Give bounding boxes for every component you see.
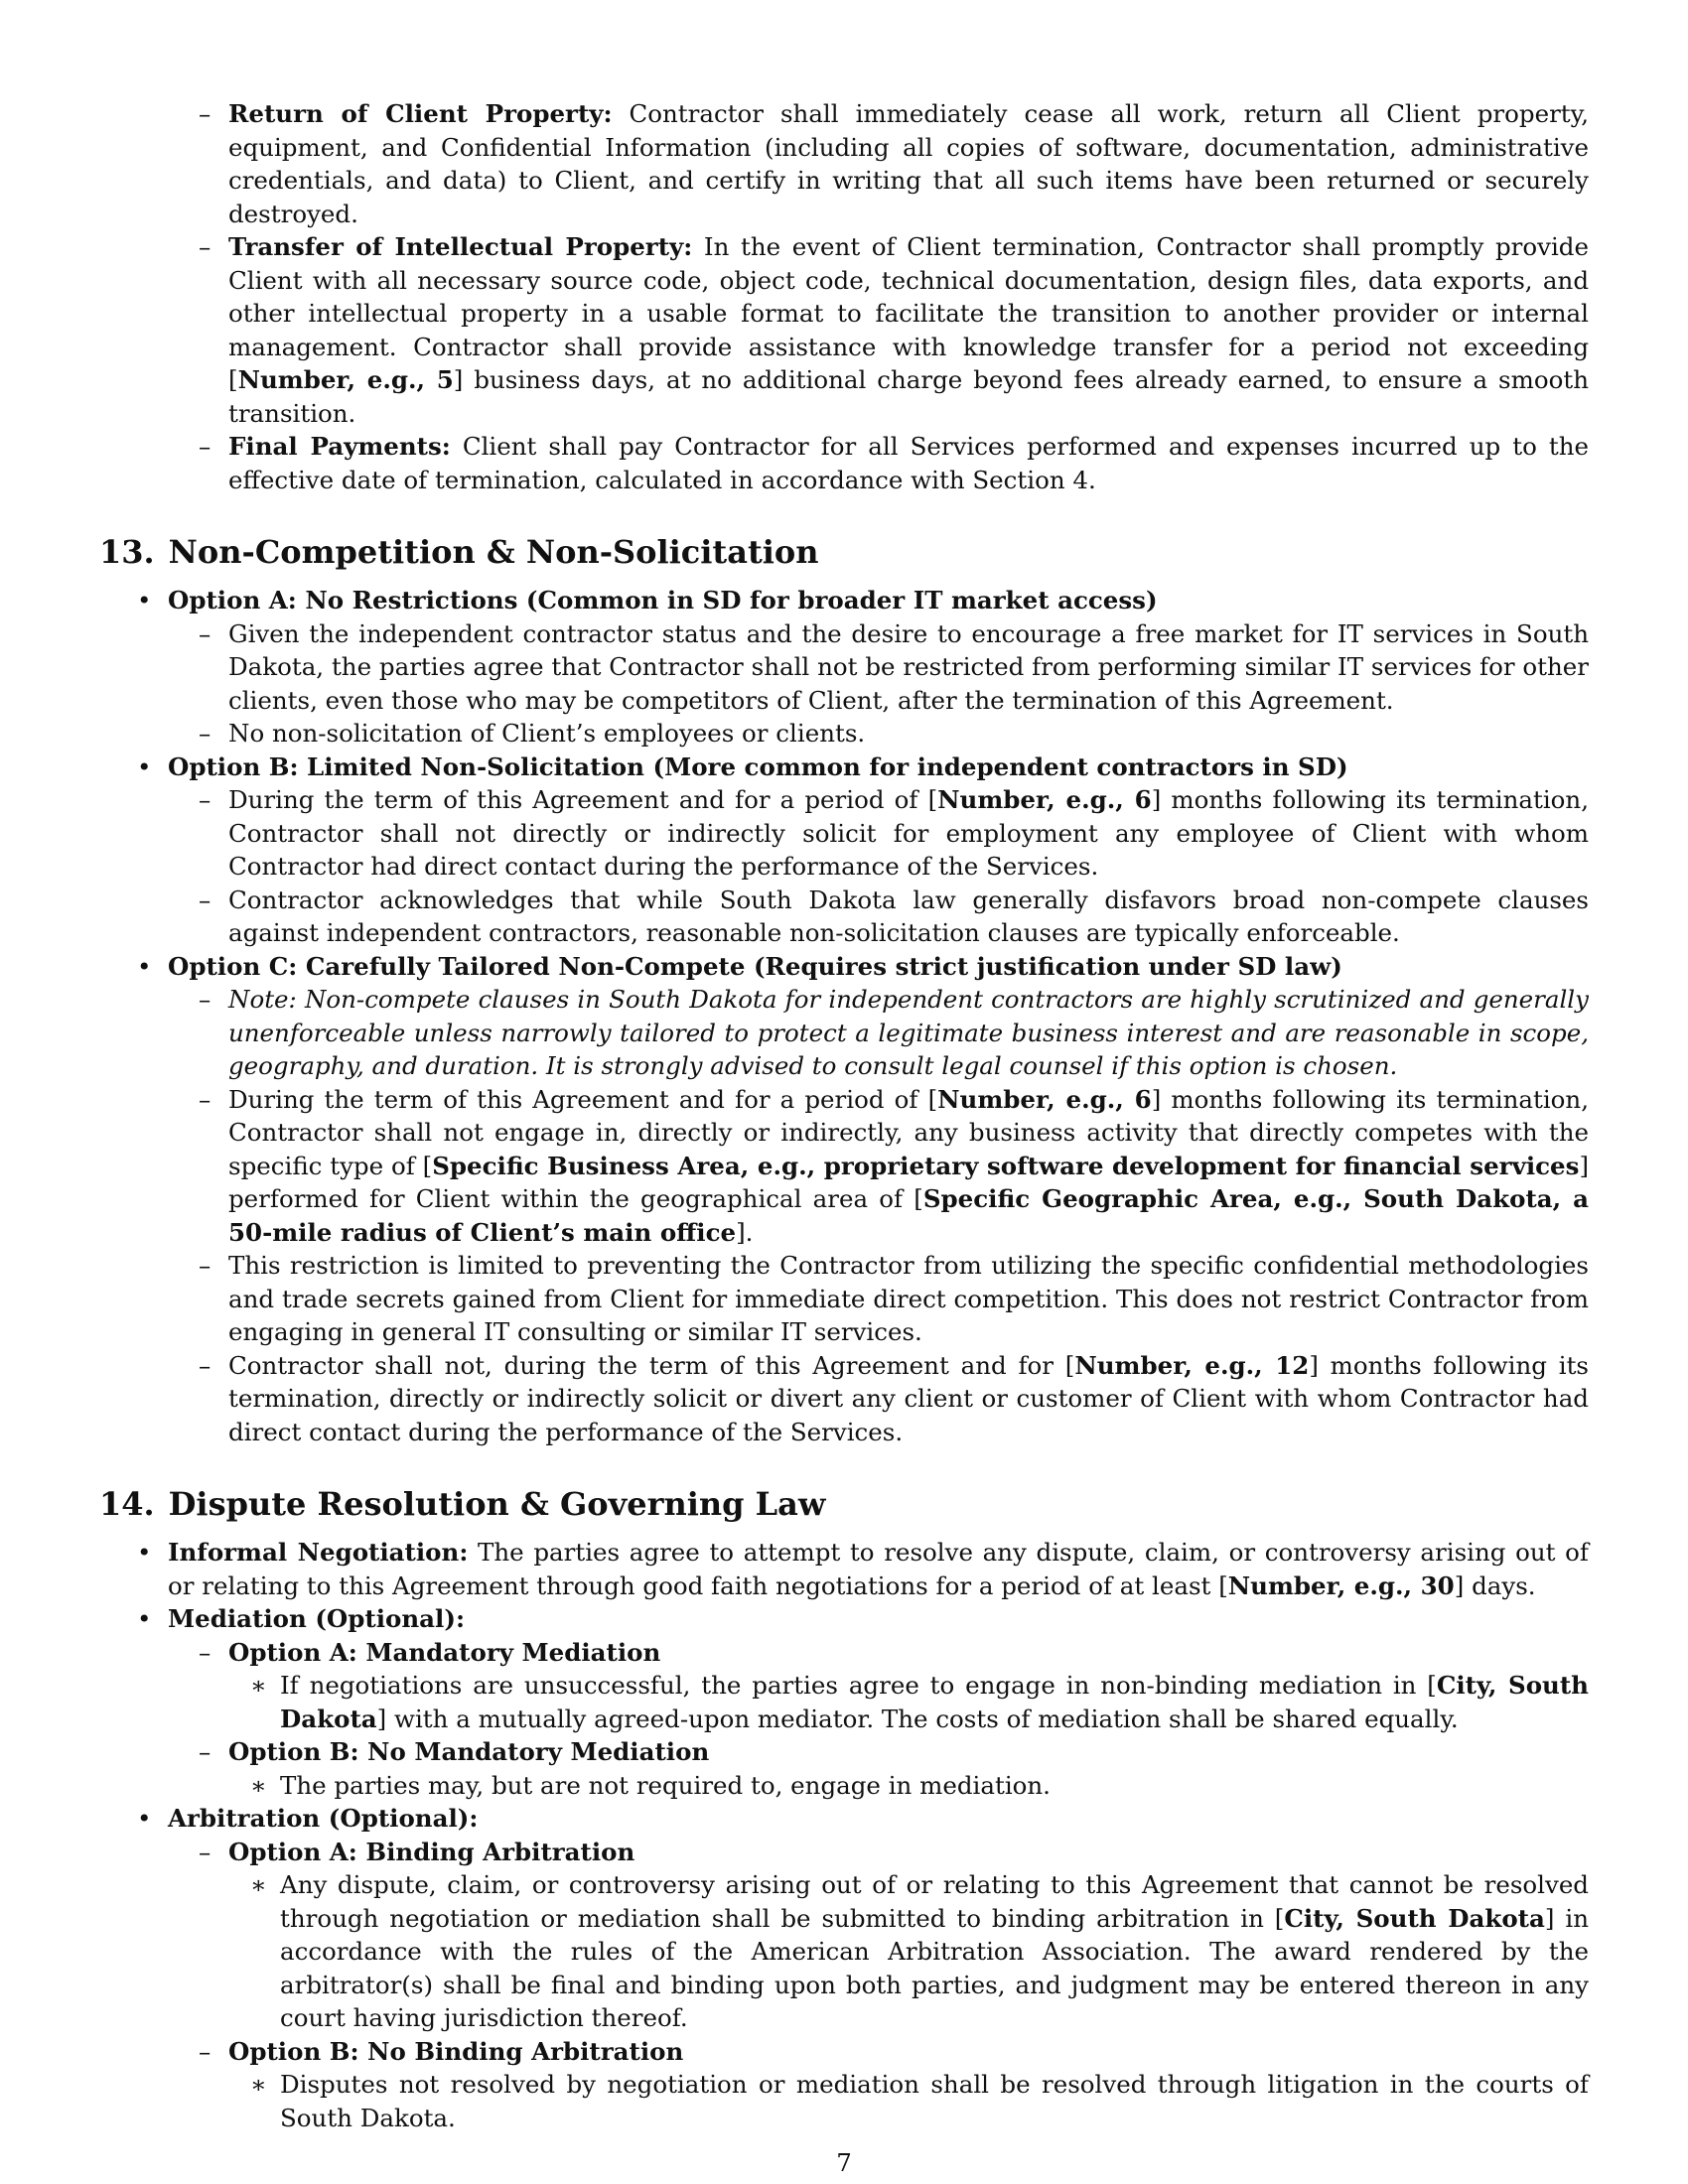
item-text: During the term of this Agreement and for a period of [: [228, 1084, 938, 1114]
list-item: [99, 1836, 1589, 1869]
dash-marker: –: [199, 1251, 211, 1280]
placeholder-field: Specific Geographic Area, e.g., South Dakota, a 50-mile radius of Client’s main office: [228, 1184, 1589, 1247]
item-text: If negotiations are unsuccessful, the parties agree to engage in non-binding mediation in [: [280, 1671, 1437, 1700]
dash-marker: –: [199, 1084, 211, 1114]
dash-marker: –: [199, 432, 211, 461]
dash-marker: –: [199, 1637, 211, 1667]
list-item: [99, 884, 1589, 950]
list-item: [99, 1868, 1589, 2035]
item-label: Transfer of Intellectual Property:: [228, 232, 693, 261]
bullet-marker: •: [137, 1604, 152, 1633]
list-item: [99, 1083, 1589, 1250]
bullet-marker: •: [137, 1804, 152, 1833]
section-number: 14.: [99, 1485, 155, 1523]
item-text: Contractor acknowledges that while South Dakota law generally disfavors broad non-compete clauses against independent contractors, reasonable non-solicitation clauses are typically enforceable.: [228, 885, 1589, 947]
dash-marker: –: [199, 785, 211, 814]
item-text: ] with a mutually agreed-upon mediator. The costs of mediation shall be shared equally.: [376, 1704, 1459, 1733]
option-label: Option C: Carefully Tailored Non-Compete (Requires strict justification under SD law): [168, 951, 1342, 981]
option-label: Option B: Limited Non-Solicitation (More common for independent contractors in SD): [168, 751, 1348, 781]
section-heading-14: [99, 1484, 1589, 1524]
item-text: Client shall pay Contractor for all Services performed and expenses incurred up to the effective date of termination, calculated in accordance with Section 4.: [228, 432, 1589, 494]
dash-marker: –: [199, 2036, 211, 2066]
list-item-informal-negotiation: [99, 1536, 1589, 1602]
dash-marker: –: [199, 1350, 211, 1380]
bullet-marker: •: [137, 586, 152, 614]
bullet-marker: •: [137, 951, 152, 981]
item-text: ] in accordance with the rules of the American Arbitration Association. The award rendered by the arbitrator(s) shall be final and binding upon both parties, and judgment may be entered thereon in any court having jurisdiction thereof.: [280, 1903, 1589, 2032]
list-item-arbitration: [99, 1802, 1589, 1836]
list-item: [99, 617, 1589, 718]
section-number: 13.: [99, 533, 155, 571]
item-text: ] performed for Client within the geographical area of [: [228, 1151, 1589, 1213]
item-text: Contractor shall not, during the term of this Agreement and for [: [228, 1350, 1075, 1380]
item-text: The parties agree to attempt to resolve any dispute, claim, or controversy arising out of or relating to this Agreement through good faith negotiations for a period of at least [: [168, 1538, 1589, 1600]
list-item: [99, 2035, 1589, 2069]
placeholder-field: Number, e.g., 6: [937, 785, 1152, 814]
bullet-marker: •: [137, 1538, 152, 1567]
list-item: [99, 1249, 1589, 1349]
item-text: No non-solicitation of Client’s employees or clients.: [228, 719, 866, 748]
item-text: ] days.: [1454, 1570, 1536, 1600]
list-item: [99, 1769, 1589, 1803]
item-label: Return of Client Property:: [228, 99, 613, 128]
item-text: This restriction is limited to preventing the Contractor from utilizing the specific confidential methodologies and trade secrets gained from Client for immediate direct competition. This does not restrict Contractor from engaging in general IT consulting or similar IT services.: [228, 1251, 1589, 1346]
list-item-transfer-ip: [99, 230, 1589, 430]
option-label: Option B: No Mandatory Mediation: [228, 1737, 710, 1766]
placeholder-field: Specific Business Area, e.g., proprietary software development for financial services: [432, 1151, 1580, 1180]
item-label: Arbitration (Optional):: [168, 1804, 479, 1833]
dash-marker: –: [199, 985, 211, 1014]
dash-marker: –: [199, 618, 211, 648]
list-item: [99, 1669, 1589, 1735]
item-text: ] months following its termination, directly or indirectly solicit or divert any client or customer of Client with whom Contractor had direct contact during the performance of the Services.: [228, 1350, 1589, 1446]
option-label: Option A: Mandatory Mediation: [228, 1637, 661, 1667]
section-heading-13: [99, 532, 1589, 572]
item-text: Any dispute, claim, or controversy arising out of or relating to this Agreement that cannot be resolved through negotiation or mediation shall be submitted to binding arbitration in [: [280, 1870, 1589, 1933]
option-label: Option B: No Binding Arbitration: [228, 2036, 684, 2066]
list-item-mediation: [99, 1602, 1589, 1636]
option-label: Option A: No Restrictions (Common in SD for broader IT market access): [168, 586, 1158, 614]
dash-marker: –: [199, 719, 211, 748]
page-content: [99, 97, 1589, 2134]
star-marker: ∗: [250, 1770, 267, 1800]
placeholder-field: Number, e.g., 12: [1074, 1350, 1310, 1380]
list-item-option-b: [99, 751, 1589, 784]
list-item-option-a: [99, 584, 1589, 617]
section-title: Non-Competition & Non-Solicitation: [168, 533, 819, 571]
placeholder-field: City, South Dakota: [280, 1671, 1589, 1733]
item-label: Final Payments:: [228, 432, 451, 461]
star-marker: ∗: [250, 1870, 267, 1899]
list-item: [99, 783, 1589, 884]
item-text: Given the independent contractor status and the desire to encourage a free market for IT services in South Dakota, the parties agree that Contractor shall not be restricted from performing similar IT services for other clients, even those who may be competitors of Client, after the termination of this Agreement.: [228, 618, 1589, 715]
placeholder-field: Number, e.g., 30: [1227, 1570, 1455, 1600]
item-text: ] business days, at no additional charge beyond fees already earned, to ensure a smooth transition.: [228, 365, 1589, 428]
list-item: [99, 717, 1589, 751]
star-marker: ∗: [250, 1671, 267, 1700]
item-text: ].: [736, 1217, 754, 1247]
bullet-marker: •: [137, 751, 152, 781]
page-number: 7: [836, 2148, 852, 2177]
item-text: ] months following its termination, Contractor shall not engage in, directly or indirectly, any business activity that directly competes with the specific type of [: [228, 1084, 1589, 1180]
list-item-note: [99, 983, 1589, 1083]
item-text: During the term of this Agreement and for a period of [: [228, 785, 938, 814]
list-item-option-c: [99, 950, 1589, 984]
item-text: The parties may, but are not required to, engage in mediation.: [280, 1770, 1051, 1800]
dash-marker: –: [199, 99, 211, 128]
placeholder-field: City, South Dakota: [1284, 1903, 1545, 1933]
dash-marker: –: [199, 1837, 211, 1866]
star-marker: ∗: [250, 2070, 267, 2099]
list-item-return-property: [99, 97, 1589, 230]
list-item-final-payments: [99, 430, 1589, 496]
placeholder-field: Number, e.g., 6: [937, 1084, 1152, 1114]
item-text: In the event of Client termination, Contractor shall promptly provide Client with all necessary source code, object code, technical documentation, design files, data exports, and other intellectual property in a usable format to facilitate the transition to another provider or internal management. Contractor shall provide assistance with knowledge transfer for a period not exceeding [: [228, 232, 1589, 394]
item-text: ] months following its termination, Contractor shall not directly or indirectly solicit for employment any employee of Client with whom Contractor had direct contact during the performance of the Services.: [228, 785, 1589, 881]
dash-marker: –: [199, 232, 211, 261]
dash-marker: –: [199, 885, 211, 914]
item-label: Informal Negotiation:: [168, 1538, 469, 1567]
item-text: Contractor shall immediately cease all work, return all Client property, equipment, and Confidential Information (including all copies of software, documentation, administrative credentials, and data) to Client, and certify in writing that all such items have been returned or securely destroyed.: [228, 99, 1589, 228]
item-label: Mediation (Optional):: [168, 1604, 465, 1633]
list-item: [99, 1636, 1589, 1670]
option-label: Option A: Binding Arbitration: [228, 1837, 635, 1866]
list-item: [99, 1349, 1589, 1449]
list-item: [99, 2068, 1589, 2134]
list-item: [99, 1735, 1589, 1769]
placeholder-field: Number, e.g., 5: [237, 365, 454, 394]
note-text: Note: Non-compete clauses in South Dakota for independent contractors are highly scrutinized and generally unenforceable unless narrowly tailored to protect a legitimate business interest and are reasonable in scope, geography, and duration. It is strongly advised to consult legal counsel if this option is chosen.: [228, 985, 1589, 1080]
item-text: Disputes not resolved by negotiation or mediation shall be resolved through litigation in the courts of South Dakota.: [280, 2070, 1589, 2132]
section-title: Dispute Resolution & Governing Law: [168, 1485, 826, 1523]
dash-marker: –: [199, 1737, 211, 1766]
